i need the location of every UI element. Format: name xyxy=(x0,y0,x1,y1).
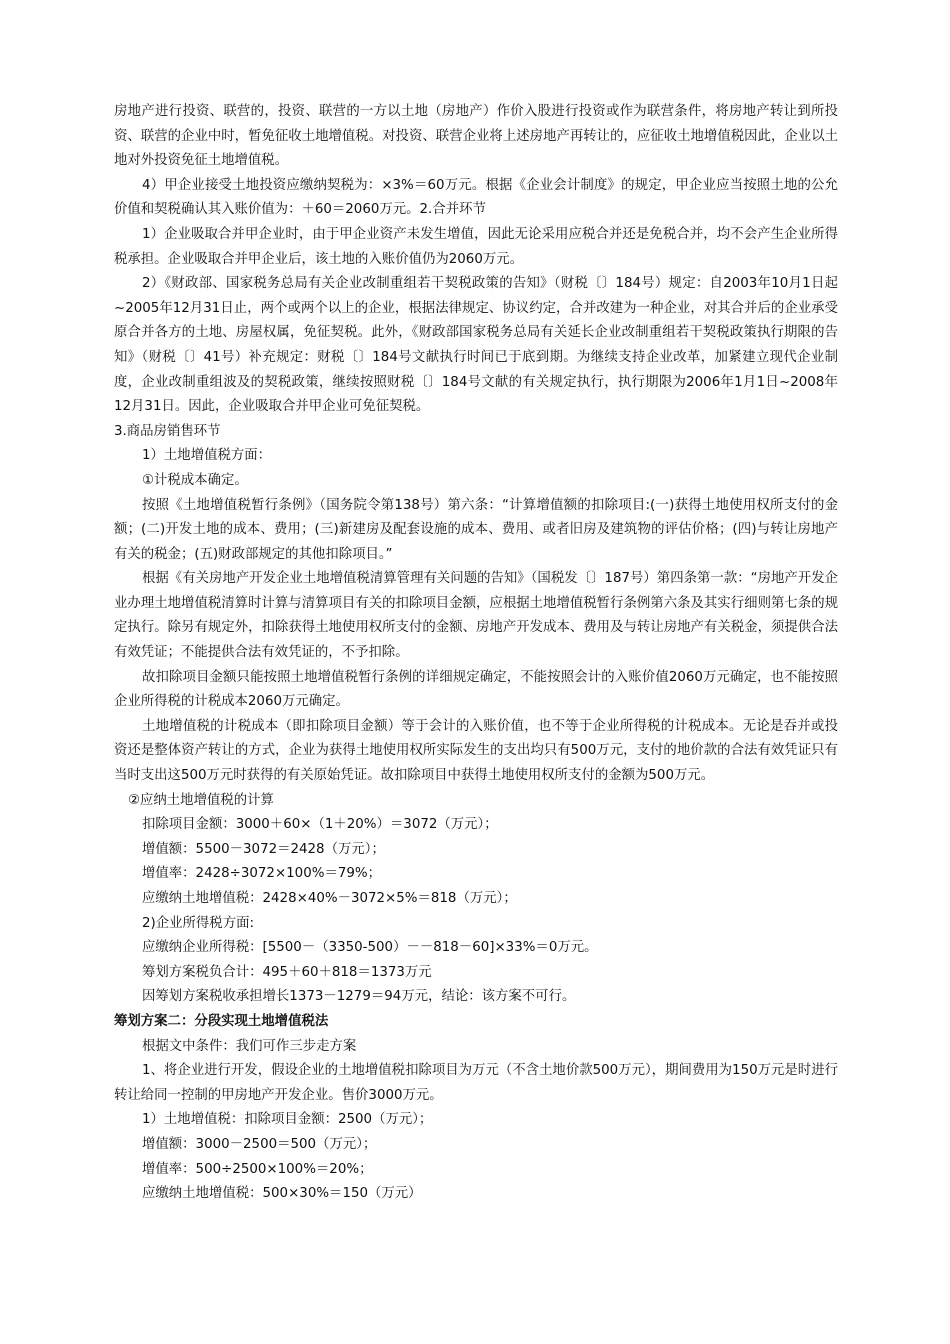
calculation-line: 增值率：500÷2500×100%＝20%； xyxy=(142,1161,373,1177)
section-heading: 3.商品房销售环节 xyxy=(114,423,221,439)
calculation-line: 1）土地增值税：扣除项目金额：2500（万元）； xyxy=(142,1112,433,1128)
calculation-line: 筹划方案税负合计：495＋60＋818＝1373万元 xyxy=(142,964,432,980)
paragraph: 4）甲企业接受土地投资应缴纳契税为：×3%＝60万元。根据《企业会计制度》的规定，甲企业应当按照土地的公允价值和契税确认其入账价值为：＋60＝2060万元。2.合并环节 xyxy=(114,177,838,218)
paragraph: 1、将企业进行开发，假设企业的土地增值税扣除项目为万元（不含土地价款500万元），期间费用为150万元是时进行转让给同一控制的甲房地产开发企业。售价3000万元。 xyxy=(114,1063,838,1103)
paragraph: 房地产进行投资、联营的，投资、联营的一方以土地（房地产）作价入股进行投资或作为联营条件，将房地产转让到所投资、联营的企业中时，暂免征收土地增值税。对投资、联营企业将上述房地产再转让的，应征收土地增值税因此，企业以土地对外投资免征土地增值税。 xyxy=(114,104,838,169)
calculation-line: 增值额：3000－2500＝500（万元）； xyxy=(142,1136,377,1152)
list-item: ②应纳土地增值税的计算 xyxy=(128,792,274,808)
calculation-line: 增值率：2428÷3072×100%＝79%； xyxy=(142,866,381,882)
calculation-line: 增值额：5500－3072＝2428（万元）； xyxy=(142,841,385,857)
document-page xyxy=(114,100,838,1207)
paragraph: 故扣除项目金额只能按照土地增值税暂行条例的详细规定确定，不能按照会计的入账价值2060万元确定，也不能按照企业所得税的计税成本2060万元确定。 xyxy=(114,669,838,710)
paragraph: 按照《土地增值税暂行条例》（国务院令第138号）第六条：“计算增值额的扣除项目:(一)获得土地使用权所支付的金额；(二)开发土地的成本、费用；(三)新建房及配套设施的成本、费用、或者旧房及建筑物的评估价格；(四)与转让房地产有关的税金；(五)财政部规定的其他扣除项目。” xyxy=(114,497,838,562)
paragraph: 土地增值税的计税成本（即扣除项目金额）等于会计的入账价值，也不等于企业所得税的计税成本。无论是吞并或投资还是整体资产转让的方式，企业为获得土地使用权所实际发生的支出均只有500万元，支付的地价款的合法有效凭证只有当时支出这500万元时获得的有关原始凭证。故扣除项目中获得土地使用权所支付的金额为500万元。 xyxy=(114,718,838,784)
list-item: ①计税成本确定。 xyxy=(142,472,248,488)
calculation-line: 应缴纳企业所得税：[5500－（3350-500）－－818－60]×33%＝0万元。 xyxy=(142,940,598,956)
conclusion-line: 因筹划方案税收承担增长1373－1279＝94万元，结论：该方案不可行。 xyxy=(142,989,576,1005)
plan-heading: 筹划方案二：分段实现土地增值税法 xyxy=(114,1013,329,1029)
calculation-line: 扣除项目金额：3000＋60×（1＋20%）＝3072（万元）； xyxy=(142,817,498,833)
paragraph: 1）企业吸取合并甲企业时，由于甲企业资产未发生增值，因此无论采用应税合并还是免税合并，均不会产生企业所得税承担。企业吸取合并甲企业后，该土地的入账价值仍为2060万元。 xyxy=(114,226,838,267)
paragraph: 根据《有关房地产开发企业土地增值税清算管理有关问题的告知》（国税发〔〕187号）第四条第一款：“房地产开发企业办理土地增值税清算时计算与清算项目有关的扣除项目金额，应根据土地增值税暂行条例第六条及其实行细则第七条的规定执行。除另有规定外，扣除获得土地使用权所支付的金额、房地产开发成本、费用及与转让房地产有关税金，须提供合法有效凭证；不能提供合法有效凭证的，不予扣除。 xyxy=(114,571,838,661)
paragraph: 2）《财政部、国家税务总局有关企业改制重组若干契税政策的告知》（财税〔〕184号）规定：自2003年10月1日起~2005年12月31日止，两个或两个以上的企业，根据法律规定、协议约定，合并改建为一种企业，对其合并后的企业承受原合并各方的土地、房屋权属，免征契税。此外，《财政部国家税务总局有关延长企业改制重组若干契税政策执行期限的告知》（财税〔〕41号）补充规定：财税〔〕184号文献执行时间已于底到期。为继续支持企业改革，加紧建立现代企业制度，企业改制重组波及的契税政策，继续按照财税〔〕184号文献的有关规定执行，执行期限为2006年1月1日~2008年12月31日。因此，企业吸取合并甲企业可免征契税。 xyxy=(114,276,838,415)
subsection-heading: 1）土地增值税方面： xyxy=(142,448,272,464)
calculation-line: 应缴纳土地增值税：2428×40%－3072×5%＝818（万元）； xyxy=(142,891,517,906)
calculation-line: 应缴纳土地增值税：500×30%＝150（万元） xyxy=(142,1186,422,1202)
paragraph: 根据文中条件：我们可作三步走方案 xyxy=(142,1038,357,1054)
subsection-heading: 2)企业所得税方面: xyxy=(142,915,254,931)
